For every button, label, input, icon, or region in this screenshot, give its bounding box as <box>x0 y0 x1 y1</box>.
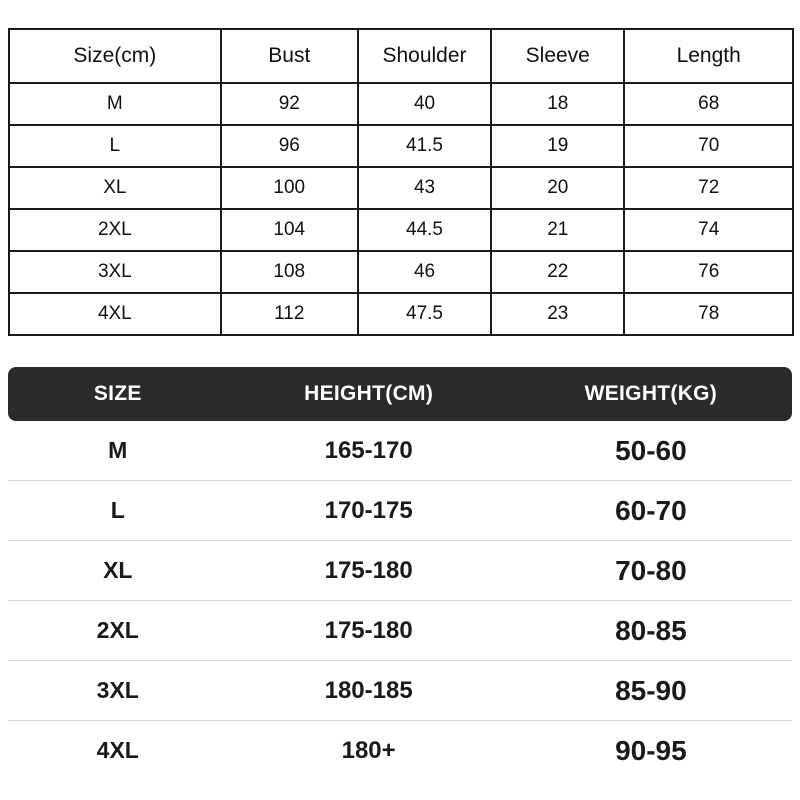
measurement-cell-bust: 104 <box>221 209 358 251</box>
table-row <box>9 293 793 335</box>
measurement-cell-shoulder: 41.5 <box>358 125 491 167</box>
fit-table-container <box>8 367 792 780</box>
measurement-cell-size: 3XL <box>9 251 221 293</box>
measurement-cell-bust: 96 <box>221 125 358 167</box>
fit-cell-size: XL <box>8 541 228 601</box>
fit-cell-height: 180-185 <box>228 661 510 721</box>
measurement-cell-bust: 108 <box>221 251 358 293</box>
fit-cell-size: 2XL <box>8 601 228 661</box>
fit-cell-size: 3XL <box>8 661 228 721</box>
fit-cell-height: 175-180 <box>228 601 510 661</box>
measurement-header-size: Size(cm) <box>9 29 221 83</box>
table-row <box>8 721 792 781</box>
fit-cell-weight: 60-70 <box>510 481 792 541</box>
measurement-cell-bust: 100 <box>221 167 358 209</box>
fit-header-size: SIZE <box>8 367 228 421</box>
fit-cell-size: M <box>8 421 228 481</box>
table-row <box>9 125 793 167</box>
measurement-cell-size: M <box>9 83 221 125</box>
measurement-cell-sleeve: 19 <box>491 125 624 167</box>
measurement-cell-length: 78 <box>624 293 793 335</box>
table-row <box>8 421 792 481</box>
table-row <box>8 661 792 721</box>
fit-cell-weight: 90-95 <box>615 734 687 766</box>
table-row <box>9 167 793 209</box>
measurement-cell-sleeve: 20 <box>491 167 624 209</box>
fit-cell-weight: 85-90 <box>510 661 792 721</box>
measurement-cell-length: 68 <box>624 83 793 125</box>
measurement-cell-length: 74 <box>624 209 793 251</box>
measurement-cell-size: 2XL <box>9 209 221 251</box>
table-row <box>8 541 792 601</box>
fit-header-height: HEIGHT(CM) <box>228 367 510 421</box>
measurement-header-bust: Bust <box>221 29 358 83</box>
fit-table <box>8 367 792 780</box>
measurement-cell-sleeve: 23 <box>491 293 624 335</box>
measurement-cell-bust: 112 <box>221 293 358 335</box>
measurement-cell-size: L <box>9 125 221 167</box>
fit-header-weight: WEIGHT(KG) <box>510 367 792 421</box>
measurement-cell-length: 76 <box>624 251 793 293</box>
measurement-cell-shoulder: 40 <box>358 83 491 125</box>
measurement-cell-shoulder: 43 <box>358 167 491 209</box>
measurement-header-sleeve: Sleeve <box>491 29 624 83</box>
measurement-cell-sleeve: 18 <box>491 83 624 125</box>
table-row <box>9 209 793 251</box>
measurement-cell-length: 72 <box>624 167 793 209</box>
fit-cell-size: 4XL <box>96 737 139 763</box>
measurement-table <box>8 28 794 336</box>
measurement-table-header-row <box>9 29 793 83</box>
fit-cell-height: 170-175 <box>228 481 510 541</box>
measurement-cell-shoulder: 44.5 <box>358 209 491 251</box>
measurement-cell-sleeve: 22 <box>491 251 624 293</box>
measurement-cell-shoulder: 46 <box>358 251 491 293</box>
measurement-cell-size: XL <box>9 167 221 209</box>
fit-cell-weight: 50-60 <box>510 421 792 481</box>
measurement-cell-sleeve: 21 <box>491 209 624 251</box>
measurement-cell-size: 4XL <box>9 293 221 335</box>
measurement-header-shoulder: Shoulder <box>358 29 491 83</box>
table-row <box>9 83 793 125</box>
fit-cell-height: 165-170 <box>228 421 510 481</box>
table-row <box>8 481 792 541</box>
fit-table-header-row <box>8 367 792 421</box>
table-row <box>9 251 793 293</box>
fit-cell-size: L <box>8 481 228 541</box>
measurement-cell-bust: 92 <box>221 83 358 125</box>
measurement-header-length: Length <box>624 29 793 83</box>
fit-cell-weight: 80-85 <box>510 601 792 661</box>
table-row <box>8 601 792 661</box>
measurement-table-container <box>8 28 794 336</box>
fit-cell-height: 180+ <box>341 736 396 764</box>
fit-cell-height: 175-180 <box>228 541 510 601</box>
fit-cell-weight: 70-80 <box>510 541 792 601</box>
measurement-cell-length: 70 <box>624 125 793 167</box>
measurement-cell-shoulder: 47.5 <box>358 293 491 335</box>
